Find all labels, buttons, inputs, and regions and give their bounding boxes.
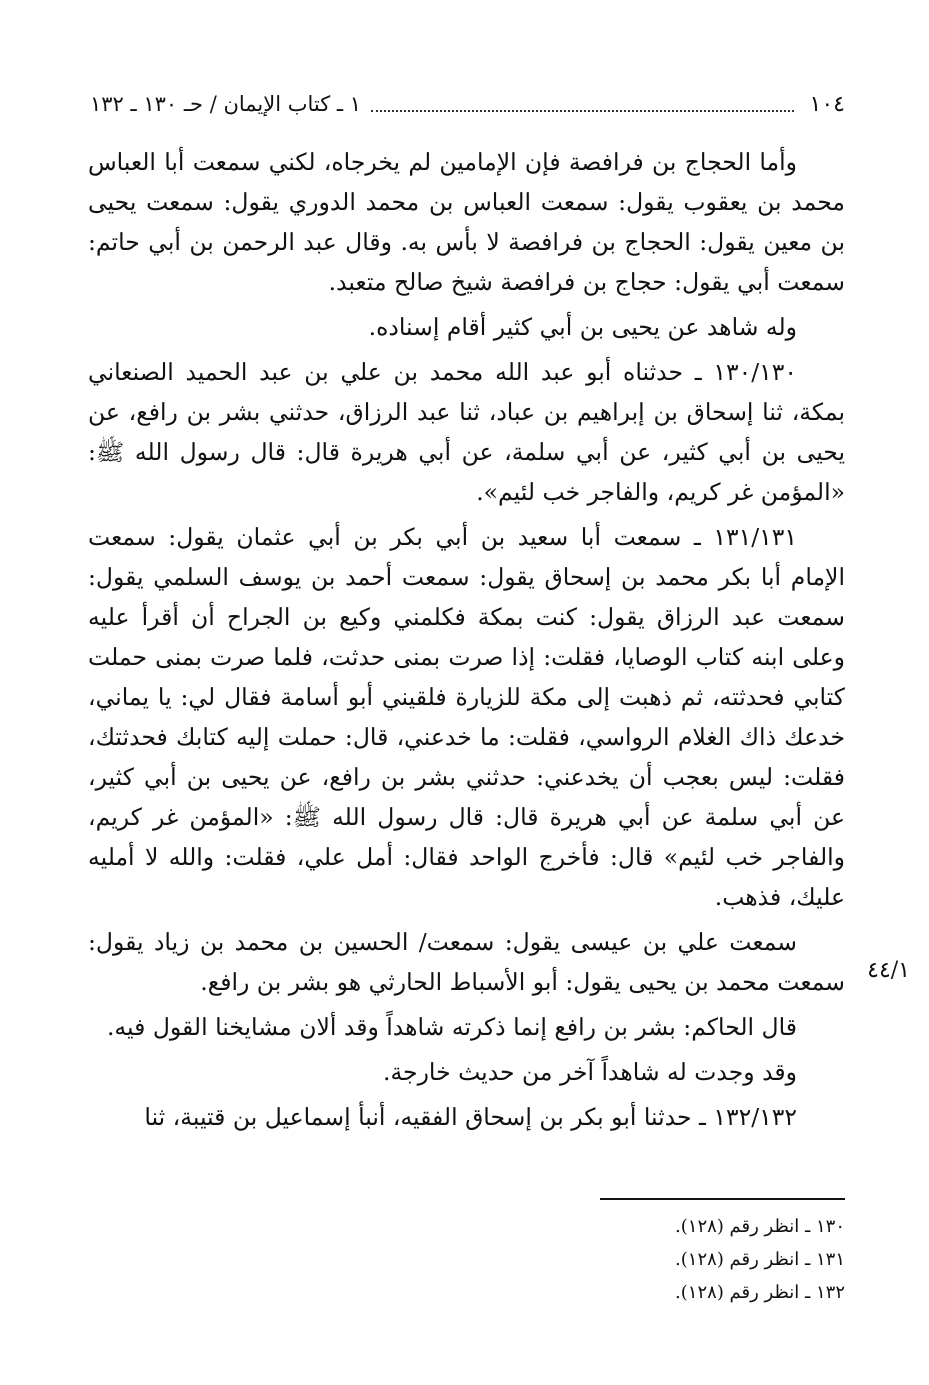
page-number: ١٠٤ xyxy=(809,91,845,117)
running-title: ١ ـ كتاب الإيمان / حـ ١٣٠ ـ ١٣٢ xyxy=(90,92,362,116)
main-text xyxy=(88,142,845,1142)
paragraph-hakim: قال الحاكم: بشر بن رافع إنما ذكرته شاهداً وقد ألان مشايخنا القول فيه. xyxy=(106,1013,797,1041)
footnote-rule xyxy=(600,1198,845,1200)
margin-folio-note: ٤٤/١ xyxy=(867,958,910,983)
paragraph-hajjaj: وأما الحجاج بن فرافصة فإن الإمامين لم يخرجاه، لكني سمعت أبا العباس محمد بن يعقوب يقول: سمعت العباس بن محمد الدوري يقول: سمعت يحيى بن معين يقول: الحجاج بن فرافصة لا بأس به. وقال عبد الرحمن بن أبي حاتم: سمعت أبي يقول: حجاج بن فرافصة شيخ صالح متعبد. xyxy=(88,148,845,296)
footnote-131: ١٣١ ـ انظر رقم (١٢٨). xyxy=(675,1249,845,1270)
paragraph-kharija: وقد وجدت له شاهداً آخر من حديث خارجة. xyxy=(382,1058,797,1086)
paragraph-witness: وله شاهد عن يحيى بن أبي كثير أقام إسناده. xyxy=(368,313,797,341)
footnote-132: ١٣٢ ـ انظر رقم (١٢٨). xyxy=(675,1282,845,1303)
paragraph-ali-bin-isa: سمعت علي بن عيسى يقول: سمعت/ الحسين بن محمد بن زياد يقول: سمعت محمد بن يحيى يقول: أبو الأسباط الحارثي هو بشر بن رافع. xyxy=(88,928,845,996)
page-header xyxy=(90,84,845,124)
footnotes xyxy=(560,1210,845,1309)
header-dot-leader xyxy=(371,96,794,112)
hadith-130: ١٣٠/١٣٠ ـ حدثناه أبو عبد الله محمد بن علي بن عبد الحميد الصنعاني بمكة، ثنا إسحاق بن إبراهيم بن عباد، ثنا عبد الرزاق، حدثني بشر بن رافع، عن يحيى بن أبي كثير، عن أبي سلمة، عن أبي هريرة قال: قال رسول الله ﷺ: «المؤمن غر كريم، والفاجر خب لئيم». xyxy=(88,358,845,506)
hadith-131: ١٣١/١٣١ ـ سمعت أبا سعيد بن أبي بكر بن أبي عثمان يقول: سمعت الإمام أبا بكر محمد بن إسحاق يقول: سمعت أحمد بن يوسف السلمي يقول: سمعت عبد الرزاق يقول: كنت بمكة فكلمني وكيع بن الجراح أن أقرأ عليه وعلى ابنه كتاب الوصايا، فقلت: إذا صرت بمنى حدثت، فلما صرت بمنى حملت كتابي فحدثته، ثم ذهبت إلى مكة للزيارة فلقيني أبو أسامة فقال لي: يا يماني، خدعك ذاك الغلام الرواسي، فقلت: ما خدعني، قال: حملت إليه كتابك فحدثتك، فقلت: ليس بعجب أن يخدعني: حدثني بشر بن رافع، عن يحيى بن أبي كثير، عن أبي سلمة عن أبي هريرة قال: قال رسول الله ﷺ: «المؤمن غر كريم، والفاجر خب لئيم» قال: فأخرج الواحد فقال: أمل علي، فقلت: والله لا أمليه عليك، فذهب. xyxy=(88,523,845,911)
hadith-132: ١٣٢/١٣٢ ـ حدثنا أبو بكر بن إسحاق الفقيه، أنبأ إسماعيل بن قتيبة، ثنا xyxy=(144,1103,797,1131)
footnote-130: ١٣٠ ـ انظر رقم (١٢٨). xyxy=(675,1216,845,1237)
